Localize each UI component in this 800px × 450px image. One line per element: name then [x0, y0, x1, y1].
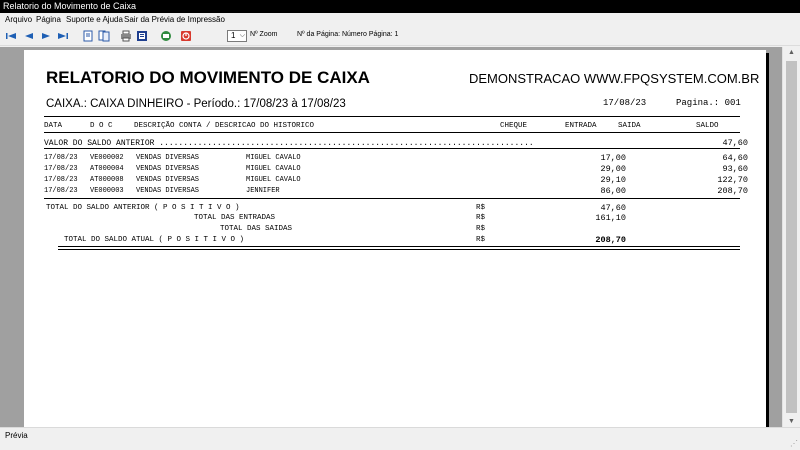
vertical-scrollbar[interactable] [782, 47, 800, 427]
row-doc: AT000004 [90, 165, 124, 173]
menu-sair-previa[interactable]: Sair da Prévia de Impressão [124, 15, 225, 24]
divider [58, 249, 740, 250]
report-page [24, 50, 766, 427]
col-data: DATA [44, 122, 63, 130]
next-page-icon[interactable] [40, 30, 52, 42]
row-saldo: 64,60 [722, 153, 748, 163]
row-saldo: 122,70 [717, 175, 748, 185]
divider [44, 148, 740, 149]
row-conta: VENDAS DIVERSAS [136, 176, 200, 184]
total-currency: R$ [476, 214, 486, 222]
report-page-number: Pagina.: 001 [676, 98, 741, 108]
total-saldo-anterior-label: TOTAL DO SALDO ANTERIOR ( P O S I T I V O ) [46, 204, 240, 212]
total-currency: R$ [476, 204, 486, 212]
resize-grip-icon[interactable]: ⋰ [790, 439, 798, 448]
divider [44, 132, 740, 133]
preview-area[interactable] [0, 47, 782, 427]
export-icon[interactable] [160, 30, 172, 42]
row-entrada: 29,00 [600, 164, 626, 174]
window-title: Relatorio do Movimento de Caixa [0, 0, 800, 13]
col-saldo: SALDO [696, 122, 719, 130]
row-historico: MIGUEL CAVALO [246, 165, 301, 173]
single-page-icon[interactable] [82, 30, 94, 42]
total-saldo-atual-value: 208,70 [595, 235, 626, 245]
total-saldo-atual-label: TOTAL DO SALDO ATUAL ( P O S I T I V O ) [64, 236, 245, 244]
row-historico: JENNIFER [246, 187, 280, 195]
row-date: 17/08/23 [44, 165, 78, 173]
row-doc: VE000003 [90, 187, 124, 195]
total-currency: R$ [476, 225, 486, 233]
close-preview-icon[interactable] [180, 30, 192, 42]
divider [44, 198, 740, 199]
col-cheque: CHEQUE [500, 122, 528, 130]
print-setup-icon[interactable] [136, 30, 148, 42]
caixa-period: CAIXA.: CAIXA DINHEIRO - Período.: 17/08/23 à 17/08/23 [46, 98, 346, 110]
row-date: 17/08/23 [44, 154, 78, 162]
scroll-down-icon[interactable]: ▼ [788, 418, 795, 425]
divider [44, 116, 740, 117]
row-historico: MIGUEL CAVALO [246, 154, 301, 162]
row-entrada: 29,10 [600, 175, 626, 185]
last-page-icon[interactable] [57, 30, 69, 42]
report-date: 17/08/23 [603, 98, 647, 108]
row-historico: MIGUEL CAVALO [246, 176, 301, 184]
total-saidas-label: TOTAL DAS SAIDAS [220, 225, 293, 233]
row-saldo: 208,70 [717, 186, 748, 196]
status-bar [0, 427, 800, 450]
saldo-anterior-value: 47,60 [722, 138, 748, 148]
page-number-label: Nº da Página: Número Página: 1 [297, 31, 399, 38]
total-currency: R$ [476, 236, 486, 244]
row-saldo: 93,60 [722, 164, 748, 174]
previous-page-icon[interactable] [23, 30, 35, 42]
menu-pagina[interactable]: Página [36, 15, 61, 24]
first-page-icon[interactable] [5, 30, 17, 42]
col-saida: SAIDA [618, 122, 641, 130]
row-doc: VE000002 [90, 154, 124, 162]
zoom-label: Nº Zoom [250, 31, 278, 38]
row-conta: VENDAS DIVERSAS [136, 154, 200, 162]
report-title: RELATORIO DO MOVIMENTO DE CAIXA [46, 68, 370, 87]
total-entradas-label: TOTAL DAS ENTRADAS [194, 214, 276, 222]
toolbar [0, 26, 800, 46]
menu-suporte[interactable]: Suporte e Ajuda [66, 15, 123, 24]
chevron-down-icon: ⌵ [239, 32, 245, 39]
row-date: 17/08/23 [44, 176, 78, 184]
company-name: DEMONSTRACAO WWW.FPQSYSTEM.COM.BR [469, 71, 760, 86]
row-conta: VENDAS DIVERSAS [136, 187, 200, 195]
scroll-up-icon[interactable]: ▲ [788, 49, 795, 56]
row-conta: VENDAS DIVERSAS [136, 165, 200, 173]
row-date: 17/08/23 [44, 187, 78, 195]
row-doc: AT000008 [90, 176, 124, 184]
zoom-select[interactable]: 1 ⌵ [227, 30, 247, 42]
menu-arquivo[interactable]: Arquivo [5, 15, 33, 24]
status-text: Prévia [5, 431, 28, 440]
col-entrada: ENTRADA [565, 122, 597, 130]
saldo-anterior-label: VALOR DO SALDO ANTERIOR .............................................................................. [44, 139, 534, 148]
scroll-thumb[interactable] [786, 61, 797, 413]
row-entrada: 17,00 [600, 153, 626, 163]
col-doc: D O C [90, 122, 113, 130]
total-entradas-value: 161,10 [595, 213, 626, 223]
divider [58, 246, 740, 247]
printer-icon[interactable] [120, 30, 132, 42]
two-pages-icon[interactable] [98, 30, 110, 42]
menu-bar [0, 13, 800, 26]
total-saldo-anterior-value: 47,60 [600, 203, 626, 213]
col-descricao: DESCRIÇÃO CONTA / DESCRICAO DO HISTORICO [134, 122, 315, 130]
row-entrada: 86,00 [600, 186, 626, 196]
